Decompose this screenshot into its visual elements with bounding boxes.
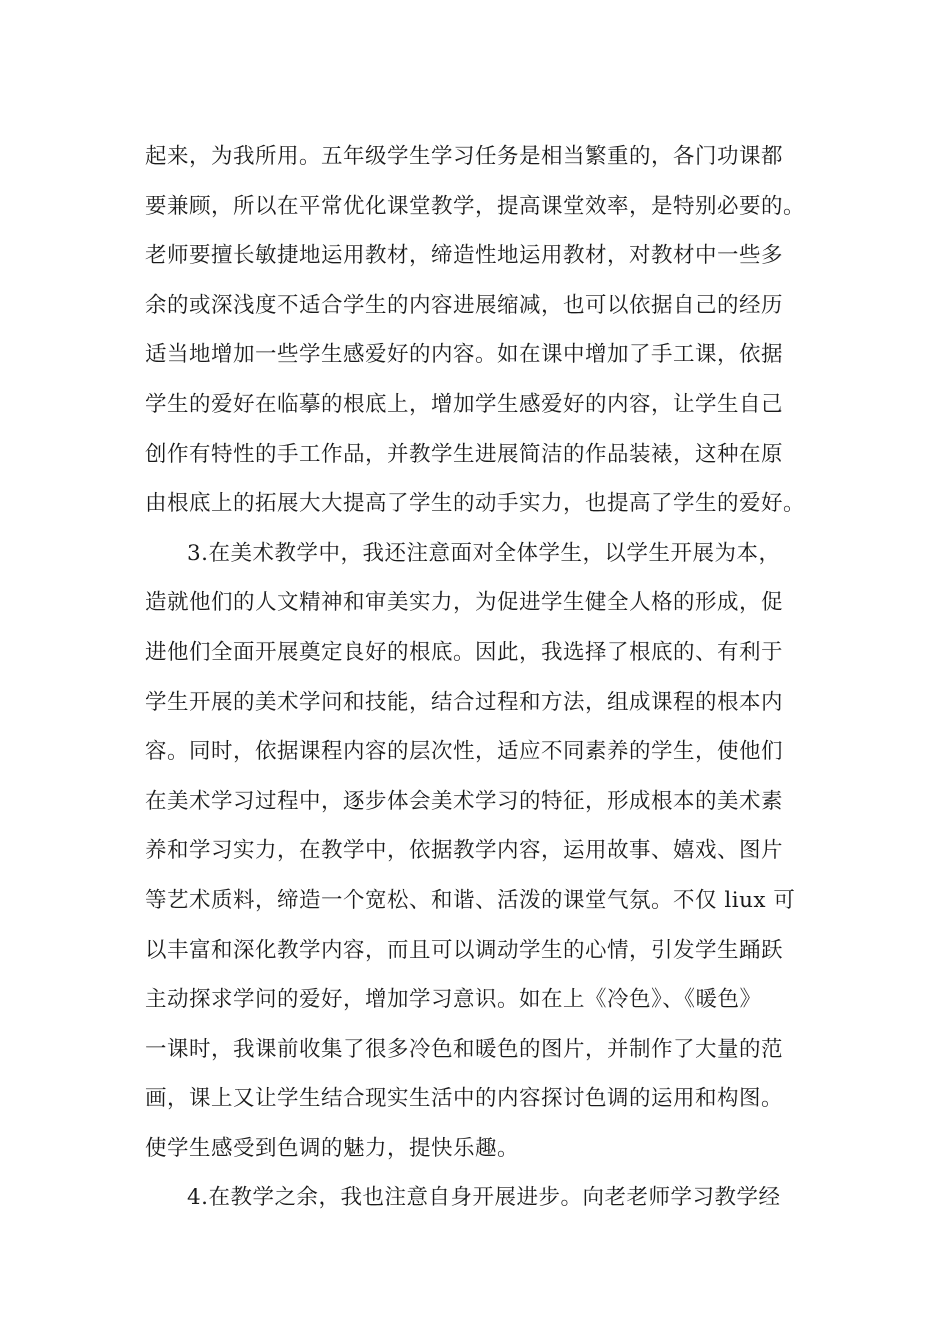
text-line: 等艺术质料，缔造一个宽松、和谐、活泼的课堂气氛。不仅 liux 可 [145, 887, 796, 913]
text-line: 使学生感受到色调的魅力，提快乐趣。 [145, 1135, 520, 1161]
text-line: 画，课上又让学生结合现实生活中的内容探讨色调的运用和构图。 [145, 1086, 784, 1112]
body-text [145, 132, 835, 1223]
text-line: 由根底上的拓展大大提高了学生的动手实力，也提高了学生的爱好。 [145, 491, 806, 517]
text-line: 余的或深浅度不适合学生的内容进展缩减，也可以依据自己的经历 [145, 292, 784, 318]
paragraph-start-line: 4.在教学之余，我也注意自身开展进步。向老老师学习教学经 [187, 1185, 781, 1211]
text-line: 养和学习实力，在教学中，依据教学内容，运用故事、嬉戏、图片 [145, 838, 784, 864]
text-line: 进他们全面开展奠定良好的根底。因此，我选择了根底的、有利于 [145, 639, 784, 665]
text-line: 老师要擅长敏捷地运用教材，缔造性地运用教材，对教材中一些多 [145, 243, 784, 269]
text-line: 起来，为我所用。五年级学生学习任务是相当繁重的，各门功课都 [145, 144, 784, 169]
text-line: 适当地增加一些学生感爱好的内容。如在课中增加了手工课，依据 [145, 342, 784, 368]
text-line: 学生的爱好在临摹的根底上，增加学生感爱好的内容，让学生自己 [145, 391, 784, 417]
text-line: 容。同时，依据课程内容的层次性，适应不同素养的学生，使他们 [145, 739, 784, 765]
text-line: 以丰富和深化教学内容，而且可以调动学生的心情，引发学生踊跃 [145, 937, 784, 963]
text-line: 在美术学习过程中，逐步体会美术学习的特征，形成根本的美术素 [145, 788, 784, 814]
text-line: 主动探求学问的爱好，增加学习意识。如在上《冷色》、《暖色》 [145, 987, 762, 1013]
text-line: 一课时，我课前收集了很多冷色和暖色的图片，并制作了大量的范 [145, 1036, 784, 1062]
text-line: 学生开展的美术学问和技能，结合过程和方法，组成课程的根本内 [145, 689, 784, 715]
text-line: 创作有特性的手工作品，并教学生进展简洁的作品装裱，这种在原 [145, 441, 784, 467]
paragraph-start-line: 3.在美术教学中，我还注意面对全体学生，以学生开展为本， [187, 540, 781, 566]
text-line: 要兼顾，所以在平常优化课堂教学，提高课堂效率，是特别必要的。 [145, 193, 806, 219]
text-line: 造就他们的人文精神和审美实力，为促进学生健全人格的形成，促 [145, 590, 784, 616]
